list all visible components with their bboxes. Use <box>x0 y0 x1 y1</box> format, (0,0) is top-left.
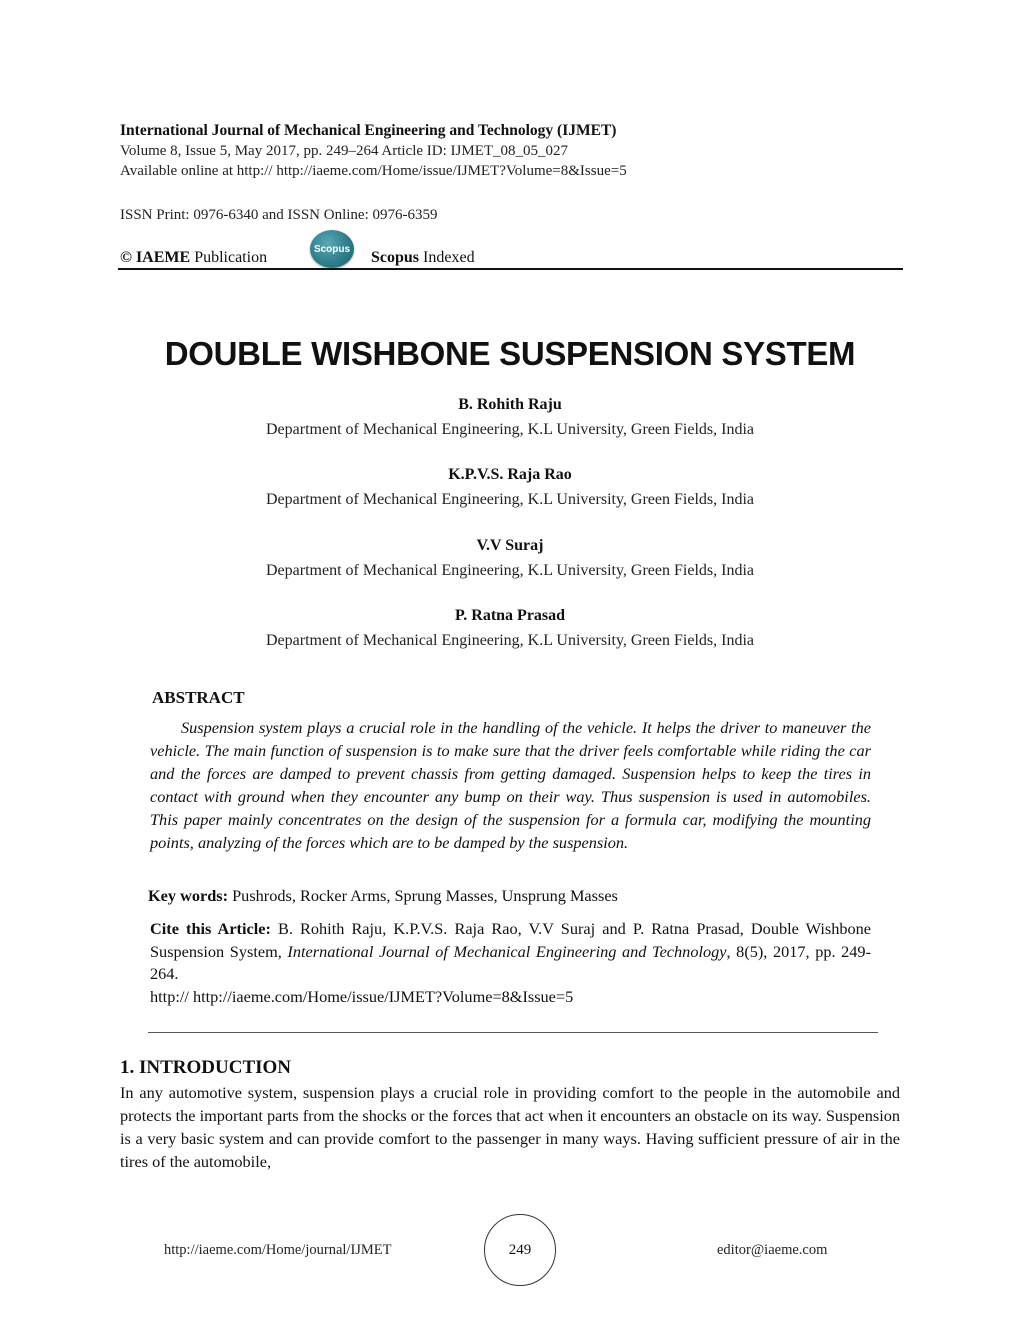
paper-title: DOUBLE WISHBONE SUSPENSION SYSTEM <box>164 335 856 372</box>
author-affiliation: Department of Mechanical Engineering, K.L University, Green Fields, India <box>266 421 754 438</box>
indexed-word: Indexed <box>423 249 475 266</box>
publisher-name: © IAEME <box>120 249 191 266</box>
author-affiliation: Department of Mechanical Engineering, K.L University, Green Fields, India <box>266 632 754 649</box>
author-name: K.P.V.S. Raja Rao <box>448 466 572 483</box>
keywords-label: Key words: <box>148 886 229 905</box>
cite-journal: International Journal of Mechanical Engineering and Technology <box>287 941 727 961</box>
author-block <box>0 396 1020 439</box>
author-block <box>0 466 1020 509</box>
cite-url-link[interactable]: http:// http://iaeme.com/Home/issue/IJMET?Volume=8&Issue=5 <box>150 986 574 1006</box>
footer-email-link[interactable]: editor@iaeme.com <box>717 1242 828 1258</box>
author-name: B. Rohith Raju <box>458 396 562 413</box>
scopus-bold: Scopus <box>371 249 420 266</box>
journal-available-line[interactable]: Available online at http:// http://iaeme.com/Home/issue/IJMET?Volume=8&Issue=5 <box>120 163 627 179</box>
author-name: P. Ratna Prasad <box>454 607 566 624</box>
author-affiliation: Department of Mechanical Engineering, K.L University, Green Fields, India <box>266 491 754 508</box>
author-name: V.V Suraj <box>476 537 544 554</box>
page-number: 249 <box>508 1241 532 1258</box>
cite-authors: B. Rohith Raju, K.P.V.S. Raja Rao, V.V Suraj and P. Ratna Prasad, <box>278 919 744 938</box>
publication-word: Publication <box>194 249 268 266</box>
section-heading-introduction: 1. INTRODUCTION <box>120 1057 292 1078</box>
footer-journal-link[interactable]: http://iaeme.com/Home/journal/IJMET <box>164 1242 392 1258</box>
author-block <box>0 537 1020 580</box>
cite-label: Cite this Article: <box>150 919 271 938</box>
header-divider <box>118 268 903 270</box>
journal-title: International Journal of Mechanical Engineering and Technology (IJMET) <box>120 122 617 139</box>
abstract-heading: ABSTRACT <box>152 688 245 707</box>
scopus-indexed <box>371 249 475 267</box>
journal-volume-line: Volume 8, Issue 5, May 2017, pp. 249–264 Article ID: IJMET_08_05_027 <box>120 143 569 159</box>
introduction-text: In any automotive system, suspension plays a crucial role in providing comfort to the people in the automobile and protects the important parts from the shocks or the forces that act when it encounters an obstacle on its way. Suspension is a very basic system and can provide comfort to the passenger in many ways. Having sufficient pressure of air in the tires of the automobile, <box>120 1083 900 1171</box>
cite-paper-title: Double Wishbone Suspension System, <box>150 919 872 961</box>
page-number-badge <box>484 1214 556 1286</box>
issn-line: ISSN Print: 0976-6340 and ISSN Online: 0976-6359 <box>120 207 438 223</box>
cite-details: , 8(5), 2017, pp. 249-264. <box>150 941 871 983</box>
scopus-logo-text: Scopus <box>313 243 351 255</box>
author-affiliation: Department of Mechanical Engineering, K.L University, Green Fields, India <box>266 562 754 579</box>
scopus-logo-icon <box>310 230 354 268</box>
author-block <box>0 607 1020 650</box>
citation <box>150 918 871 1008</box>
keywords-text: Pushrods, Rocker Arms, Sprung Masses, Unsprung Masses <box>232 886 618 905</box>
publisher-line <box>120 249 267 267</box>
keywords <box>148 886 618 906</box>
abstract-divider <box>148 1032 878 1033</box>
abstract-text: Suspension system plays a crucial role in the handling of the vehicle. It helps the driver to maneuver the vehicle. The main function of suspension is to make sure that the driver feels comfortable while riding the car and the forces are damped to prevent chassis from getting damaged. Suspension helps to keep the tires in contact with ground when they encounter any bump on their way. Thus suspension is used in automobiles. This paper mainly concentrates on the design of the suspension for a formula car, modifying the mounting points, analyzing of the forces which are to be damped by the suspension. <box>150 718 871 852</box>
